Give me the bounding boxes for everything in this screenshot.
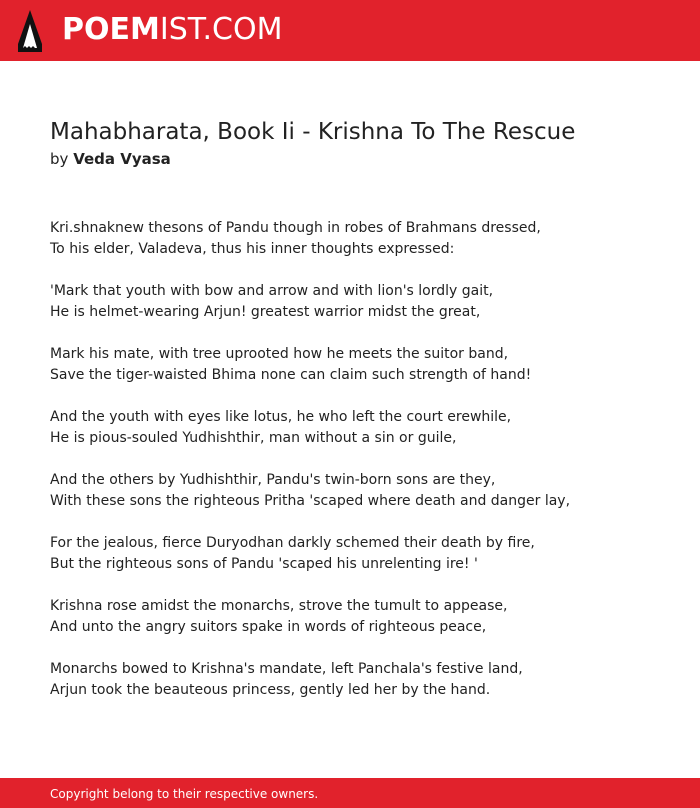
poem-line: He is pious-souled Yudhishthir, man without a sin or guile,: [50, 430, 457, 446]
site-footer: [0, 778, 700, 808]
poem-line: Monarchs bowed to Krishna's mandate, left Panchala's festive land,: [50, 661, 523, 677]
poem-line: Mark his mate, with tree uprooted how he meets the suitor band,: [50, 346, 509, 362]
copyright-text: Copyright belong to their respective owners.: [50, 787, 319, 801]
byline: [50, 148, 171, 170]
stanza: [50, 596, 670, 638]
stanza: [50, 470, 670, 512]
poem-line: To his elder, Valadeva, thus his inner thoughts expressed:: [50, 241, 455, 257]
poem-title: Mahabharata, Book Ii - Krishna To The Rescue: [50, 119, 576, 145]
poem-line: Krishna rose amidst the monarchs, strove the tumult to appease,: [50, 598, 508, 614]
poem-line: Save the tiger-waisted Bhima none can claim such strength of hand!: [50, 367, 532, 383]
by-label: by: [50, 150, 69, 168]
poem-line: And unto the angry suitors spake in words of righteous peace,: [50, 619, 487, 635]
stanza: [50, 533, 670, 575]
author-name: Veda Vyasa: [73, 150, 171, 168]
stanza: [50, 659, 670, 701]
stanza: [50, 218, 670, 260]
poem-line: And the others by Yudhishthir, Pandu's twin-born sons are they,: [50, 472, 496, 488]
pencil-tip-icon: [18, 10, 42, 52]
poem-body: [50, 218, 670, 722]
stanza: [50, 407, 670, 449]
logo-brand-bold: POEM: [62, 12, 160, 47]
poem-line: For the jealous, fierce Duryodhan darkly schemed their death by fire,: [50, 535, 535, 551]
site-logo[interactable]: [62, 12, 282, 48]
poem-line: With these sons the righteous Pritha 'scaped where death and danger lay,: [50, 493, 571, 509]
poem-line: 'Mark that youth with bow and arrow and with lion's lordly gait,: [50, 283, 494, 299]
stanza: [50, 344, 670, 386]
site-header: [0, 0, 700, 61]
poem-line: Arjun took the beauteous princess, gently led her by the hand.: [50, 682, 491, 698]
logo-brand-light: IST.COM: [159, 12, 283, 47]
poem-line: And the youth with eyes like lotus, he who left the court erewhile,: [50, 409, 512, 425]
poem-line: But the righteous sons of Pandu 'scaped his unrelenting ire! ': [50, 556, 478, 572]
poem-line: Kri.shnaknew thesons of Pandu though in robes of Brahmans dressed,: [50, 220, 541, 236]
stanza: [50, 281, 670, 323]
poem-line: He is helmet-wearing Arjun! greatest warrior midst the great,: [50, 304, 481, 320]
